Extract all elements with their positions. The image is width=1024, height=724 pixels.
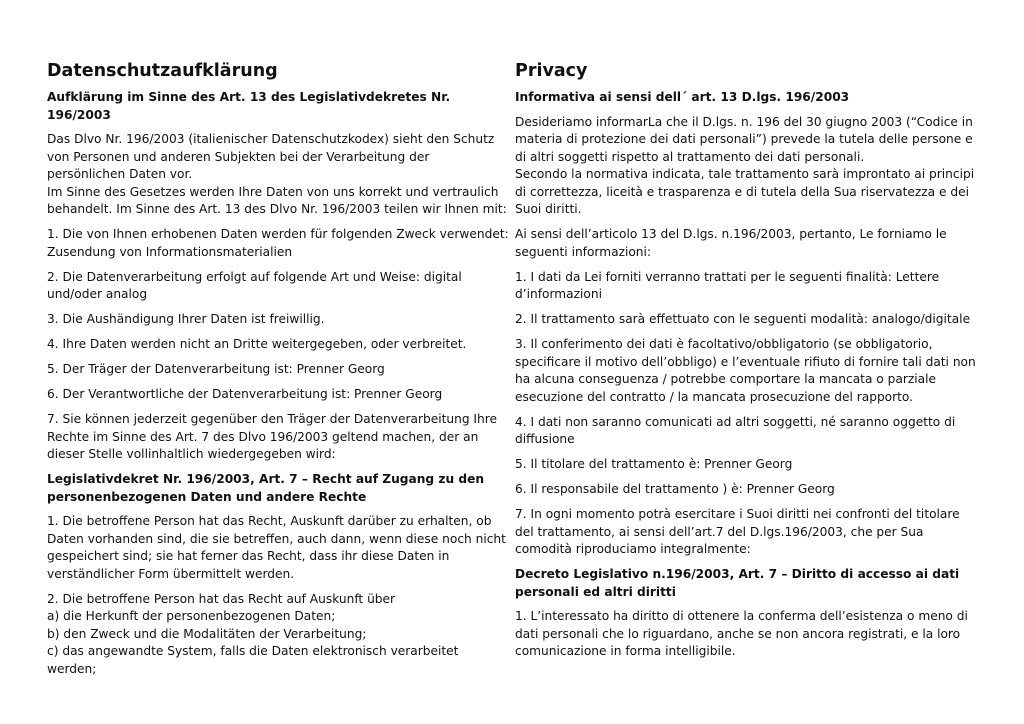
italian-item-7: 7. In ogni momento potrà esercitare i Suoi diritti nei confronti del titolare del trattamento, ai sensi dell’art.7 del D.lgs.196/2003, che per Sua comodità riproduciamo integralmente: [515,507,960,556]
italian-item-2: 2. Il trattamento sarà effettuato con le seguenti modalità: analogo/digitale [515,312,971,326]
german-subtitle: Aufklärung im Sinne des Art. 13 des Legislativdekretes Nr. 196/2003 [47,90,451,122]
italian-item-5: 5. Il titolare del trattamento è: Prenner Georg [515,457,793,471]
german-item-6: 6. Der Verantwortliche der Datenverarbeitung ist: Prenner Georg [47,387,443,401]
italian-item-6: 6. Il responsabile del trattamento ) è: Prenner Georg [515,482,835,496]
german-title: Datenschutzaufklärung [47,61,278,81]
italian-column [515,60,977,668]
italian-subtitle: Informativa ai sensi dell´ art. 13 D.lgs. 196/2003 [515,90,850,104]
german-article-item-2: 2. Die betroffene Person hat das Recht auf Auskunft über a) die Herkunft der personenbezogenen Daten; b) den Zweck und die Modalitäten der Verarbeitung; c) das angewandte System, falls die Daten elektronisch verarbeitet werden; [47,591,459,676]
italian-item-4: 4. I dati non saranno comunicati ad altri soggetti, né saranno oggetto di diffusione [515,414,956,446]
german-item-4: 4. Ihre Daten werden nicht an Dritte weitergegeben, oder verbreitet. [47,337,467,351]
german-intro: Das Dlvo Nr. 196/2003 (italienischer Datenschutzkodex) sieht den Schutz von Personen und anderen Subjekten bei der Verarbeitung der persönlichen Daten vor. Im Sinne des Gesetzes werden Ihre Daten von uns korrekt und vertraulich behandelt. Im Sinne des Art. 13 des Dlvo Nr. 196/2003 teilen wir Ihnen mit: [47,132,507,216]
italian-item-3: 3. Il conferimento dei dati è facoltativo/obbligatorio (se obbligatorio, specificare il motivo dell’obbligo) e l’eventuale rifiuto di fornire tali dati non ha alcuna conseguenza / potrebbe comportare la mancata o parziale esecuzione del contratto / la mancata prosecuzione del rapporto. [515,337,976,404]
german-item-2: 2. Die Datenverarbeitung erfolgt auf folgende Art und Weise: digital und/oder analog [47,269,462,301]
german-article-heading: Legislativdekret Nr. 196/2003, Art. 7 – Recht auf Zugang zu den personenbezogenen Daten und andere Rechte [47,472,485,504]
italian-intro-2: Ai sensi dell’articolo 13 del D.lgs. n.196/2003, pertanto, Le forniamo le seguenti informazioni: [515,227,947,259]
italian-article-heading: Decreto Legislativo n.196/2003, Art. 7 – Diritto di accesso ai dati personali ed altri diritti [515,567,960,599]
italian-title: Privacy [515,61,588,81]
german-item-5: 5. Der Träger der Datenverarbeitung ist: Prenner Georg [47,362,385,376]
german-article-item-1: 1. Die betroffene Person hat das Recht, Auskunft darüber zu erhalten, ob Daten vorhanden sind, die sie betreffen, auch dann, wenn diese noch nicht gespeichert sind; sie hat ferner das Recht, dass ihr diese Daten in verständlicher Form übermittelt werden. [47,514,506,581]
italian-article-item-1: 1. L’interessato ha diritto di ottenere la conferma dell’esistenza o meno di dati personali che lo riguardano, anche se non ancora registrati, e la loro comunicazione in forma intelligibile. [515,609,968,658]
german-item-7: 7. Sie können jederzeit gegenüber den Träger der Datenverarbeitung Ihre Rechte im Sinne des Art. 7 des Dlvo 196/2003 geltend machen, der an dieser Stelle vollinhaltlich wiedergegeben wird: [47,412,497,461]
german-item-1: 1. Die von Ihnen erhobenen Daten werden für folgenden Zweck verwendet: Zusendung von Informationsmaterialien [47,227,509,259]
german-column [47,60,509,686]
german-item-3: 3. Die Aushändigung Ihrer Daten ist freiwillig. [47,312,325,326]
italian-item-1: 1. I dati da Lei forniti verranno trattati per le seguenti finalità: Lettere d’informazioni [515,269,940,301]
italian-intro: Desideriamo informarLa che il D.lgs. n. 196 del 30 giugno 2003 (“Codice in materia di protezione dei dati personali”) prevede la tutela delle persone e di altri soggetti rispetto al trattamento dei dati personali. Secondo la normativa indicata, tale trattamento sarà improntato ai principi di correttezza, liceità e trasparenza e di tutela della Sua riservatezza e dei Suoi diritti. [515,114,975,216]
